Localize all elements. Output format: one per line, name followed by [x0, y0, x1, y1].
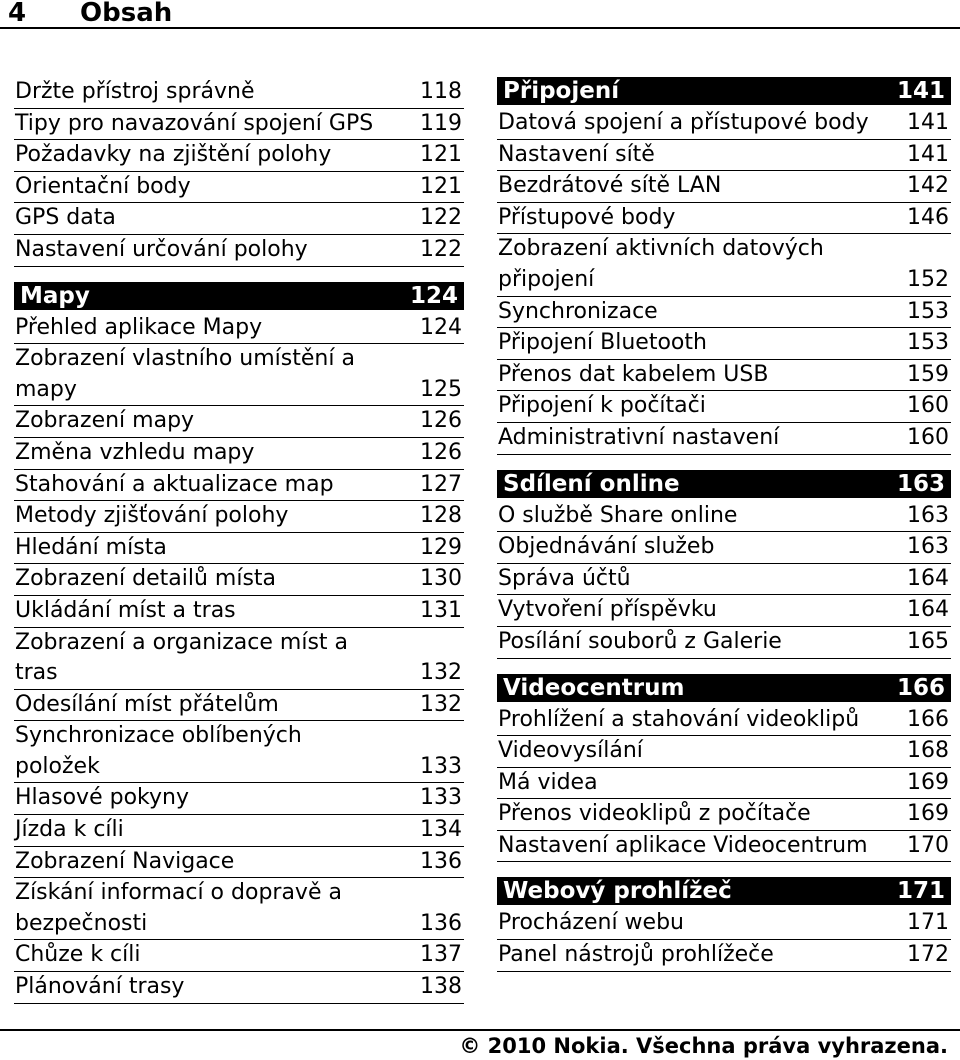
toc-entry[interactable] — [14, 783, 464, 815]
page-ref: 132 — [420, 691, 462, 717]
page-ref: 141 — [896, 78, 945, 104]
toc-entry[interactable] — [14, 203, 464, 235]
page-ref: 168 — [907, 738, 949, 764]
page-ref: 165 — [907, 628, 949, 654]
page-ref: 124 — [409, 282, 458, 309]
page-ref: 122 — [420, 236, 462, 262]
toc-entry[interactable] — [14, 235, 464, 267]
page-ref: 166 — [896, 674, 945, 701]
entry-title: Hlasové pokyny — [15, 785, 189, 811]
toc-right-column — [497, 77, 951, 972]
toc-entry[interactable] — [497, 595, 951, 627]
entry-title: Metody zjišťování polohy — [15, 503, 289, 529]
entry-title: Získání informací o dopravě a bezpečnosti — [15, 880, 342, 936]
section-title: Webový prohlížeč — [503, 878, 732, 905]
entry-title: Zobrazení Navigace — [15, 848, 235, 874]
toc-entry[interactable] — [14, 109, 464, 141]
page-ref: 126 — [420, 408, 462, 434]
toc-entry[interactable] — [497, 360, 951, 392]
toc-entry[interactable] — [497, 564, 951, 596]
page-ref: 133 — [420, 753, 462, 779]
toc-entry[interactable] — [14, 847, 464, 879]
section-title: Mapy — [20, 282, 90, 309]
page-ref: 160 — [907, 424, 949, 450]
entry-title: Přístupové body — [498, 204, 676, 230]
page-ref: 121 — [420, 142, 462, 168]
toc-entry[interactable] — [497, 736, 951, 768]
page-ref: 121 — [420, 173, 462, 199]
page-ref: 131 — [420, 597, 462, 623]
entry-title: Nastavení určování polohy — [15, 236, 308, 262]
toc-entry[interactable] — [14, 172, 464, 204]
toc-entry[interactable] — [497, 768, 951, 800]
copyright-notice: © 2010 Nokia. Všechna práva vyhrazena. — [459, 1034, 948, 1058]
entry-title: Procházení webu — [498, 910, 684, 936]
footer-divider — [0, 1029, 960, 1031]
entry-title: Bezdrátové sítě LAN — [498, 173, 722, 199]
page-ref: 118 — [420, 79, 462, 104]
page-ref: 126 — [420, 439, 462, 465]
toc-entry[interactable] — [497, 908, 951, 940]
page-ref: 141 — [907, 110, 949, 135]
toc-section-heading[interactable] — [14, 282, 464, 310]
entry-title: Požadavky na zjištění polohy — [15, 142, 332, 168]
entry-title: Stahování a aktualizace map — [15, 471, 334, 497]
entry-title: Správa účtů — [498, 565, 631, 591]
page-ref: 124 — [420, 314, 462, 340]
page-ref: 119 — [420, 110, 462, 136]
page-ref: 163 — [896, 470, 945, 497]
toc-section-heading[interactable] — [497, 77, 951, 105]
entry-title: Tipy pro navazování spojení GPS — [15, 110, 374, 136]
entry-title: Prohlížení a stahování videoklipů — [498, 706, 860, 732]
toc-entry[interactable] — [497, 234, 951, 296]
page-ref: 163 — [907, 534, 949, 560]
section-title: Videocentrum — [503, 674, 685, 701]
page-header — [0, 0, 960, 29]
toc-entry[interactable] — [14, 721, 464, 783]
toc-entry[interactable] — [14, 501, 464, 533]
toc-left-column — [14, 77, 464, 1004]
entry-title: Objednávání služeb — [498, 534, 715, 560]
page-ref: 122 — [420, 205, 462, 231]
page-ref: 169 — [907, 801, 949, 827]
entry-title: Přenos videoklipů z počítače — [498, 801, 811, 827]
page-ref: 169 — [907, 769, 949, 795]
entry-title: Vytvoření příspěvku — [498, 597, 717, 623]
entry-title: GPS data — [15, 205, 116, 231]
entry-title: Držte přístroj správně — [15, 79, 255, 104]
toc-entry[interactable] — [14, 564, 464, 596]
toc-entry[interactable] — [14, 438, 464, 470]
entry-title: Administrativní nastavení — [498, 424, 780, 450]
page-ref: 128 — [420, 503, 462, 529]
toc-entry[interactable] — [14, 815, 464, 847]
entry-title: Hledání místa — [15, 534, 167, 560]
entry-title: Orientační body — [15, 173, 191, 199]
toc-entry[interactable] — [497, 391, 951, 423]
page-ref: 172 — [907, 942, 949, 968]
entry-title: O službě Share online — [498, 502, 738, 528]
entry-title: Plánování trasy — [15, 974, 185, 1000]
toc-entry[interactable] — [497, 297, 951, 329]
entry-title: Zobrazení a organizace míst a tras — [15, 629, 349, 686]
page-ref: 170 — [907, 832, 949, 858]
toc-entry[interactable] — [497, 108, 951, 140]
entry-title: Videovysílání — [498, 738, 643, 764]
entry-title: Synchronizace — [498, 298, 658, 324]
page-ref: 134 — [420, 817, 462, 843]
entry-title: Nastavení sítě — [498, 141, 655, 167]
entry-title: Synchronizace oblíbených položek — [15, 723, 302, 779]
page-number: 4 — [8, 0, 27, 28]
toc-entry[interactable] — [497, 940, 951, 972]
entry-title: Zobrazení aktivních datových připojení — [498, 236, 824, 292]
entry-title: Ukládání míst a tras — [15, 597, 236, 623]
entry-title: Posílání souborů z Galerie — [498, 628, 782, 654]
toc-entry[interactable] — [14, 940, 464, 972]
toc-entry[interactable] — [497, 627, 951, 659]
entry-title: Připojení k počítači — [498, 393, 706, 419]
toc-entry[interactable] — [14, 406, 464, 438]
page-ref: 133 — [420, 785, 462, 811]
toc-section-heading[interactable] — [497, 470, 951, 498]
entry-title: Přenos dat kabelem USB — [498, 361, 769, 387]
toc-entry[interactable] — [497, 799, 951, 831]
page-ref: 152 — [907, 266, 949, 292]
entry-title: Přehled aplikace Mapy — [15, 314, 263, 340]
toc-entry[interactable] — [14, 533, 464, 565]
entry-title: Odesílání míst přátelům — [15, 691, 279, 717]
entry-title: Zobrazení vlastního umístění a mapy — [15, 346, 355, 402]
page-ref: 164 — [907, 565, 949, 591]
toc-entry[interactable] — [14, 972, 464, 1004]
page-ref: 127 — [420, 471, 462, 497]
toc-entry[interactable] — [14, 344, 464, 406]
toc-entry[interactable] — [14, 878, 464, 940]
page-ref: 160 — [907, 393, 949, 419]
entry-title: Chůze k cíli — [15, 942, 141, 968]
section-title: Sdílení online — [503, 470, 680, 497]
entry-title: Datová spojení a přístupové body — [498, 110, 869, 135]
entry-title: Zobrazení detailů místa — [15, 566, 277, 592]
toc-entry[interactable] — [497, 171, 951, 203]
toc-entry[interactable] — [14, 596, 464, 628]
toc-section-heading[interactable] — [497, 877, 951, 905]
entry-title: Změna vzhledu mapy — [15, 439, 255, 465]
toc-entry[interactable] — [14, 140, 464, 172]
toc-entry[interactable] — [497, 140, 951, 172]
section-title: Připojení — [503, 78, 620, 104]
toc-entry[interactable] — [497, 705, 951, 737]
page-ref: 163 — [907, 502, 949, 528]
entry-title: Připojení Bluetooth — [498, 330, 707, 356]
page-ref: 125 — [420, 376, 462, 402]
toc-entry[interactable] — [497, 831, 951, 863]
page-ref: 141 — [907, 141, 949, 167]
page-ref: 164 — [907, 597, 949, 623]
entry-title: Zobrazení mapy — [15, 408, 195, 434]
entry-title: Panel nástrojů prohlížeče — [498, 942, 774, 968]
entry-title: Nastavení aplikace Videocentrum — [498, 832, 868, 858]
page-ref: 159 — [907, 361, 949, 387]
entry-title: Má videa — [498, 769, 598, 795]
page-ref: 146 — [907, 204, 949, 230]
toc-entry[interactable] — [14, 690, 464, 722]
page-ref: 136 — [420, 910, 462, 936]
page-ref: 153 — [907, 298, 949, 324]
toc-entry[interactable] — [497, 501, 951, 533]
toc-entry[interactable] — [14, 313, 464, 345]
page-ref: 166 — [907, 706, 949, 732]
page-ref: 171 — [907, 910, 949, 936]
toc-section-heading[interactable] — [497, 674, 951, 702]
toc-entry[interactable] — [497, 328, 951, 360]
page-ref: 171 — [896, 878, 945, 905]
toc-entry[interactable] — [497, 532, 951, 564]
page-ref: 153 — [907, 330, 949, 356]
page-ref: 129 — [420, 534, 462, 560]
page-ref: 136 — [420, 848, 462, 874]
toc-entry[interactable] — [14, 77, 464, 109]
page-ref: 138 — [420, 974, 462, 1000]
toc-entry[interactable] — [497, 423, 951, 455]
toc-entry[interactable] — [14, 628, 464, 690]
page-ref: 142 — [907, 173, 949, 199]
page-title: Obsah — [80, 0, 173, 28]
toc-entry[interactable] — [14, 470, 464, 502]
page-ref: 130 — [420, 566, 462, 592]
entry-title: Jízda k cíli — [15, 817, 124, 843]
page-ref: 137 — [420, 942, 462, 968]
toc-entry[interactable] — [497, 203, 951, 235]
page-ref: 132 — [420, 660, 462, 686]
